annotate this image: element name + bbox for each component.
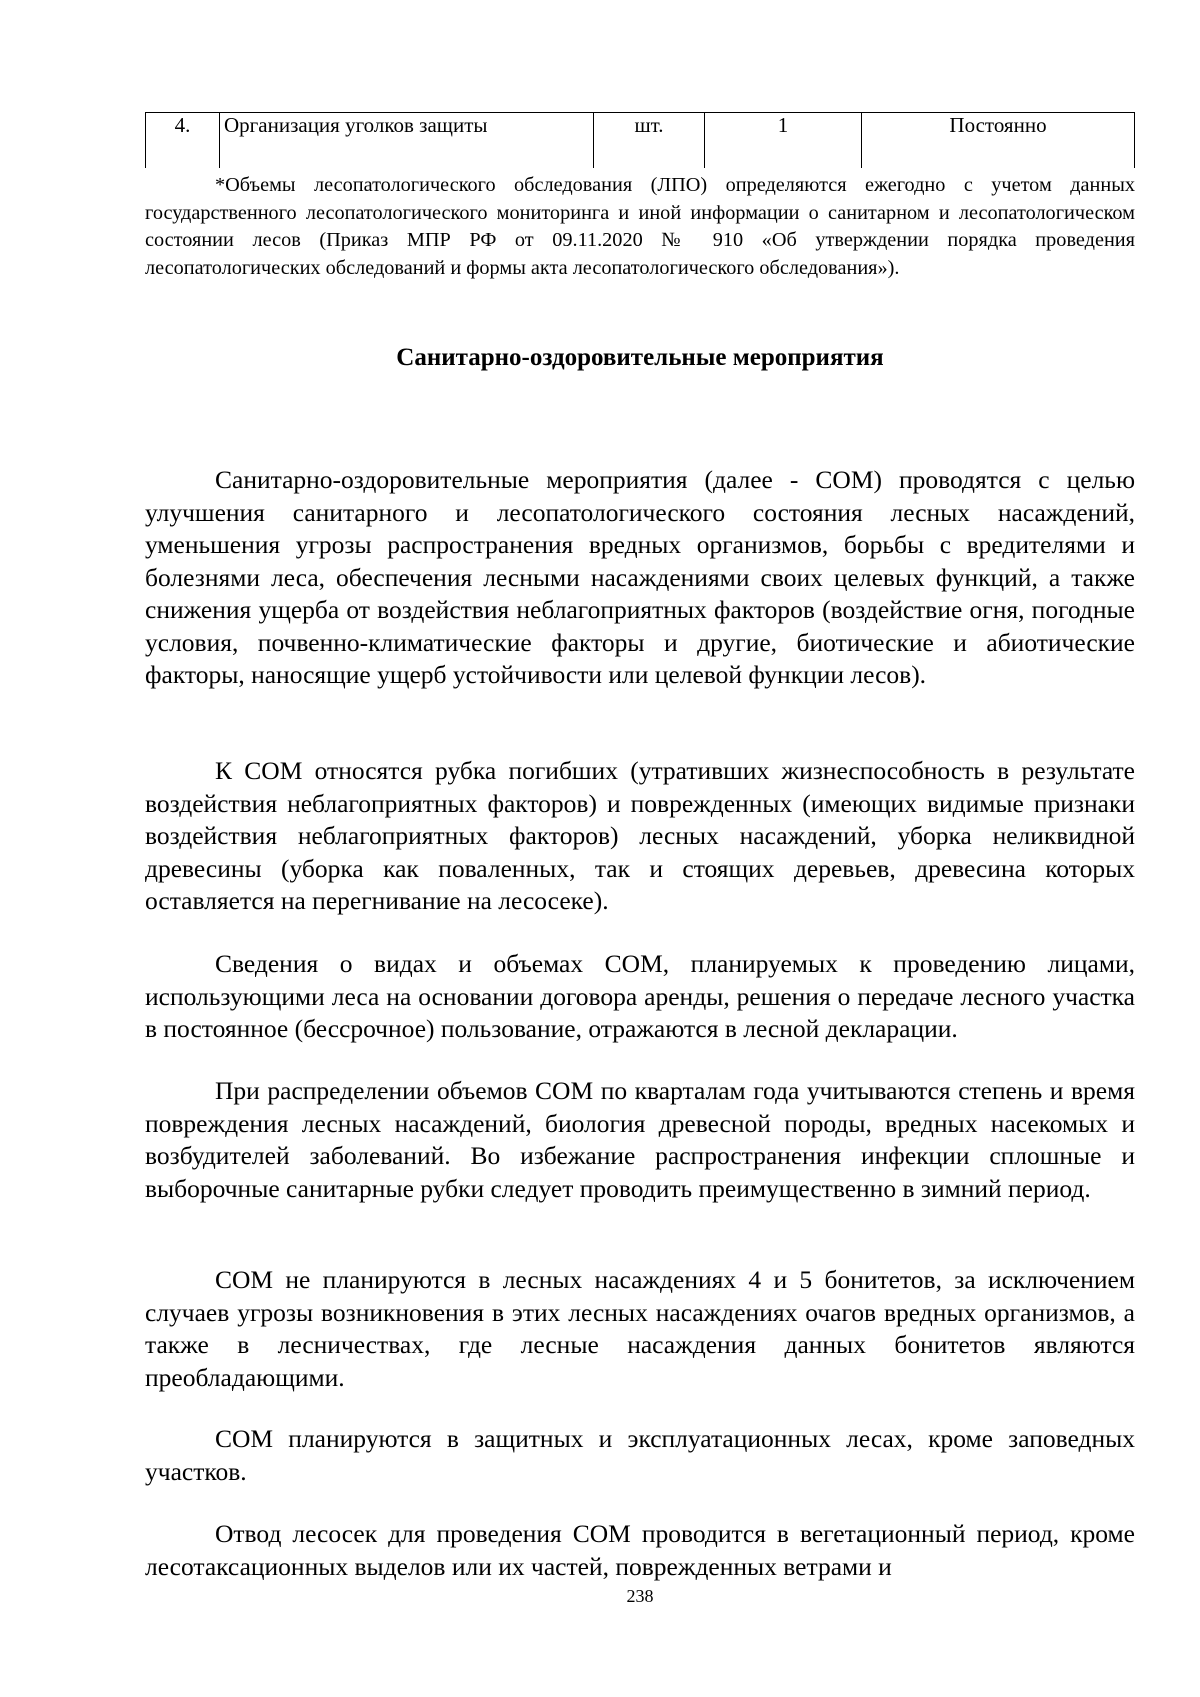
- footnote: *Объемы лесопатологического обследования (ЛПО) определяются ежегодно с учетом данных государственного лесопатологического мониторинга и иной информации о санитарном и лесопатологическом состоянии лесов (Приказ МПР РФ от 09.11.2020 № 910 «Об утверждении порядка проведения лесопатологических обследований и формы акта лесопатологического обследования»).: [145, 174, 1135, 279]
- page-number: 238: [626, 1586, 654, 1606]
- section-heading: Санитарно-оздоровительные мероприятия: [396, 344, 884, 371]
- paragraph: Санитарно-оздоровительные мероприятия (далее - СОМ) проводятся с целью улучшения санитарного и лесопатологического состояния лесных насаждений, уменьшения угрозы распространения вредных организмов, борьбы с вредителями и болезнями леса, обеспечения лесными насаждениями своих целевых функций, а также снижения ущерба от воздействия неблагоприятных факторов (воздействие огня, погодные условия, почвенно-климатические факторы и другие, биотические и абиотические факторы, наносящие ущерб устойчивости или целевой функции лесов).: [145, 465, 1135, 689]
- measure-name-cell: Организация уголков защиты: [220, 113, 594, 169]
- term-cell: Постоянно: [862, 113, 1135, 169]
- paragraph: К СОМ относятся рубка погибших (утративших жизнеспособность в результате воздействия неблагоприятных факторов) и поврежденных (имеющих видимые признаки воздействия неблагоприятных факторов) лесных насаждений, уборка неликвидной древесины (уборка как поваленных, так и стоящих деревьев, древесина которых оставляется на перегнивание на лесосеке).: [145, 756, 1135, 915]
- measures-table: [145, 112, 1135, 168]
- paragraph: СОМ планируются в защитных и эксплуатационных лесах, кроме заповедных участков.: [145, 1424, 1135, 1486]
- table-row: [146, 113, 1135, 169]
- quantity-cell: 1: [705, 113, 862, 169]
- paragraph: СОМ не планируются в лесных насаждениях 4 и 5 бонитетов, за исключением случаев угрозы возникновения в этих лесных насаждениях очагов вредных организмов, а также в лесничествах, где лесные насаждения данных бонитетов являются преобладающими.: [145, 1265, 1135, 1392]
- row-number-cell: 4.: [146, 113, 220, 169]
- paragraph: Отвод лесосек для проведения СОМ проводится в вегетационный период, кроме лесотаксационных выделов или их частей, поврежденных ветрами и: [145, 1519, 1135, 1581]
- unit-cell: шт.: [594, 113, 705, 169]
- paragraph: При распределении объемов СОМ по кварталам года учитываются степень и время повреждения лесных насаждений, биология древесной породы, вредных насекомых и возбудителей заболеваний. Во избежание распространения инфекции сплошные и выборочные санитарные рубки следует проводить преимущественно в зимний период.: [145, 1076, 1135, 1203]
- paragraph: Сведения о видах и объемах СОМ, планируемых к проведению лицами, использующими леса на основании договора аренды, решения о передаче лесного участка в постоянное (бессрочное) пользование, отражаются в лесной декларации.: [145, 949, 1135, 1043]
